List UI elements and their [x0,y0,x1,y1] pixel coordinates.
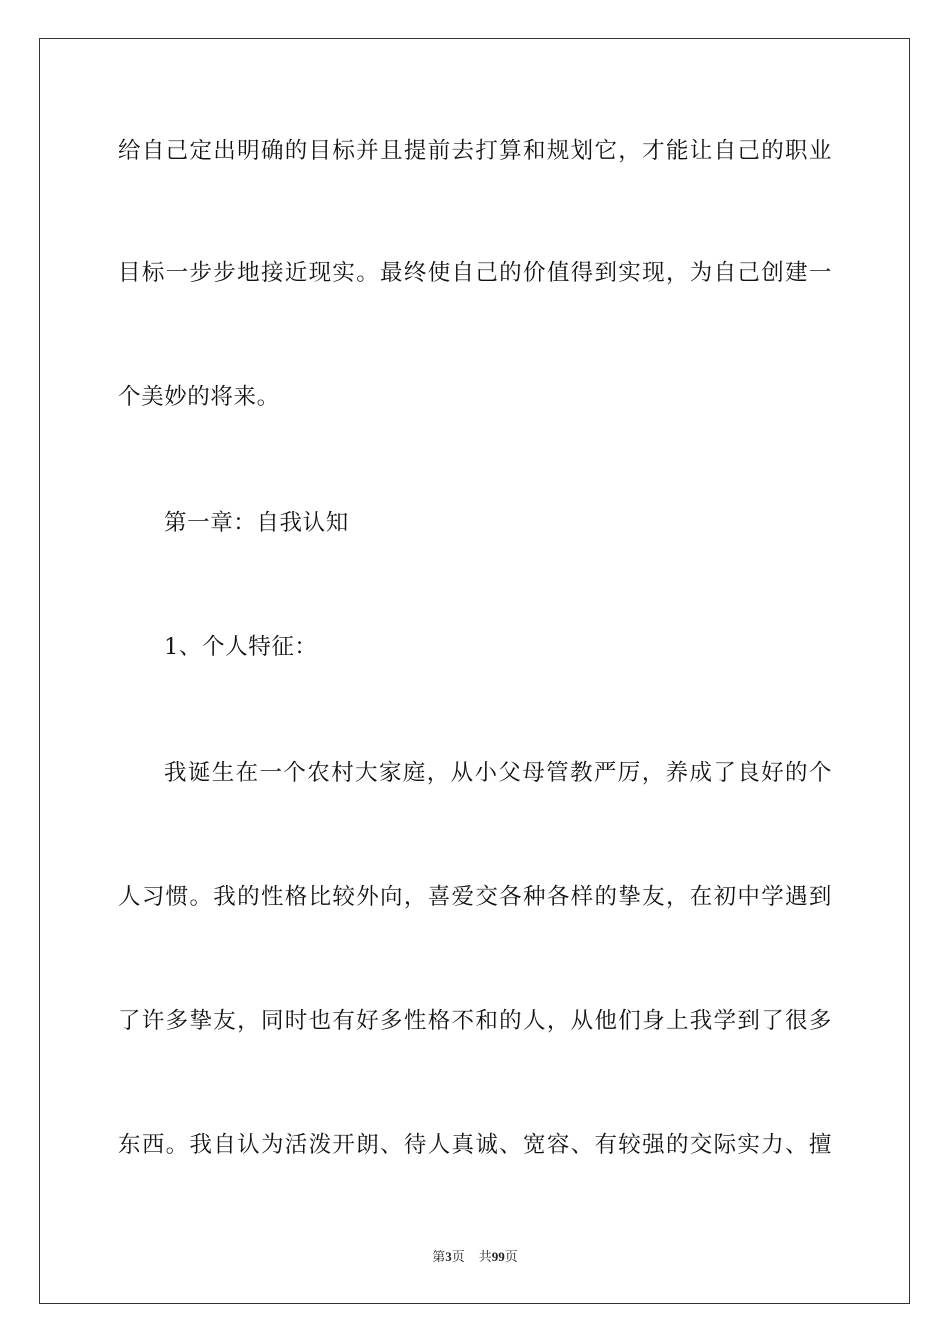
body-text-line-2: 目标一步步地接近现实。最终使自己的价值得到实现，为自己创建一 [118,260,832,286]
footer-total-prefix: 共 [478,1250,492,1265]
page-border [39,38,910,1304]
body-text-line-5: 人习惯。我的性格比较外向，喜爱交各种各样的挚友，在初中学遇到 [118,884,832,910]
footer-total-pages: 99 [491,1249,505,1264]
body-text-line-4: 我诞生在一个农村大家庭，从小父母管教严厉，养成了良好的个 [164,760,832,786]
footer-page-number: 3 [445,1249,452,1264]
page-footer [0,1248,950,1267]
footer-total-suffix: 页 [504,1250,518,1265]
body-text-line-7: 东西。我自认为活泼开朗、待人真诚、宽容、有较强的交际实力、擅 [118,1132,832,1158]
body-text-line-1: 给自己定出明确的目标并且提前去打算和规划它，才能让自己的职业 [118,138,832,164]
body-text-line-6: 了许多挚友，同时也有好多性格不和的人，从他们身上我学到了很多 [118,1008,832,1034]
section-heading: 1、个人特征： [164,634,318,660]
footer-page-suffix: 页 [451,1250,465,1265]
footer-page-prefix: 第 [432,1250,446,1265]
chapter-heading: 第一章：自我认知 [164,510,349,536]
body-text-line-3: 个美妙的将来。 [118,384,280,410]
